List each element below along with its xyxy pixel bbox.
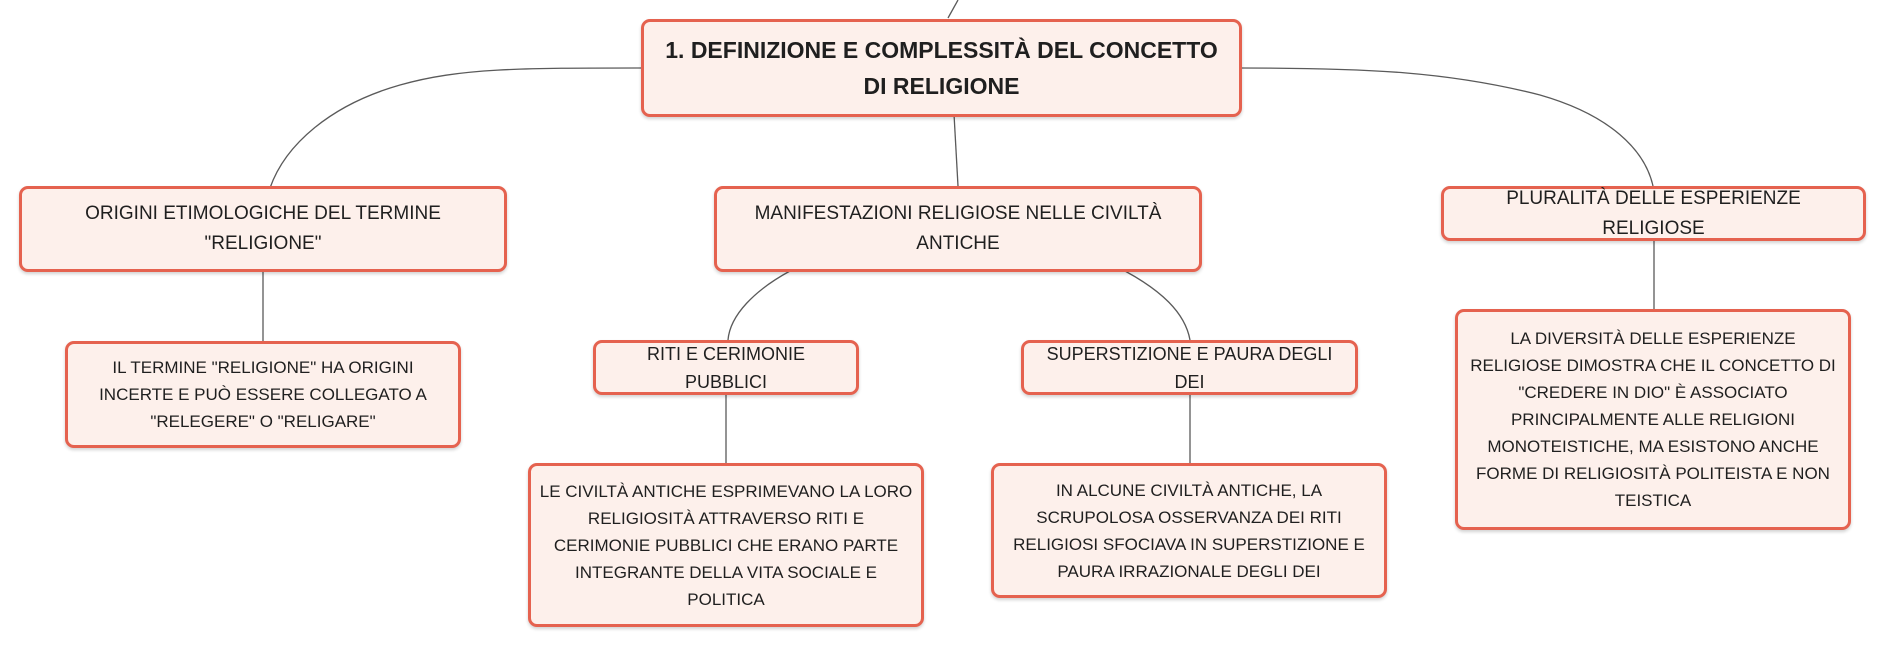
subtopic-node-riti[interactable] (593, 340, 859, 395)
connector-manifestations-to-riti (728, 271, 790, 340)
topic-label-etymology: ORIGINI ETIMOLOGICHE DEL TERMINE "RELIGIONE" (85, 203, 441, 254)
topic-label-manifestations: MANIFESTAZIONI RELIGIOSE NELLE CIVILTÀ ANTICHE (754, 203, 1162, 254)
connector-root-to-etymology (270, 68, 642, 188)
topic-node-plurality[interactable] (1441, 186, 1866, 241)
detail-text-riti: LE CIVILTÀ ANTICHE ESPRIMEVANO LA LORO RELIGIOSITÀ ATTRAVERSO RITI E CERIMONIE PUBBLICI CHE ERANO PARTE INTEGRANTE DELLA VITA SOCIALE E POLITICA (539, 481, 913, 609)
detail-text-superstizione: IN ALCUNE CIVILTÀ ANTICHE, LA SCRUPOLOSA OSSERVANZA DEI RITI RELIGIOSI SFOCIAVA IN SUPERSTIZIONE E PAURA IRRAZIONALE DEGLI DEI (1013, 480, 1365, 581)
detail-text-plurality: LA DIVERSITÀ DELLE ESPERIENZE RELIGIOSE DIMOSTRA CHE IL CONCETTO DI "CREDERE IN DIO" È ASSOCIATO PRINCIPALMENTE ALLE RELIGIONI MONOTEISTICHE, MA ESISTONO ANCHE FORME DI RELIGIOSITÀ POLITEISTA E NON TEISTICA (1470, 329, 1836, 510)
topic-node-etymology[interactable] (19, 186, 507, 272)
subtopic-label-superstizione: SUPERSTIZIONE E PAURA DEGLI DEI (1046, 343, 1333, 392)
connector-root-to-manifestations (954, 114, 958, 186)
subtopic-node-superstizione[interactable] (1021, 340, 1358, 395)
connector-manifestations-to-superstizione (1125, 271, 1190, 340)
detail-node-etymology[interactable] (65, 341, 461, 448)
connector-root-to-plurality (1240, 68, 1653, 186)
detail-node-plurality[interactable] (1455, 309, 1851, 530)
root-topic-node[interactable] (641, 19, 1242, 117)
detail-node-superstizione[interactable] (991, 463, 1387, 598)
detail-text-etymology: IL TERMINE "RELIGIONE" HA ORIGINI INCERTE E PUÒ ESSERE COLLEGATO A "RELEGERE" O "RELIGARE" (99, 358, 427, 431)
connector-root-parent (948, 0, 958, 18)
detail-node-riti[interactable] (528, 463, 924, 627)
topic-node-manifestations[interactable] (714, 186, 1202, 272)
subtopic-label-riti: RITI E CERIMONIE PUBBLICI (646, 343, 805, 392)
topic-label-plurality: PLURALITÀ DELLE ESPERIENZE RELIGIOSE (1506, 187, 1801, 239)
root-topic-label: 1. DEFINIZIONE E COMPLESSITÀ DEL CONCETTO DI RELIGIONE (665, 37, 1218, 99)
